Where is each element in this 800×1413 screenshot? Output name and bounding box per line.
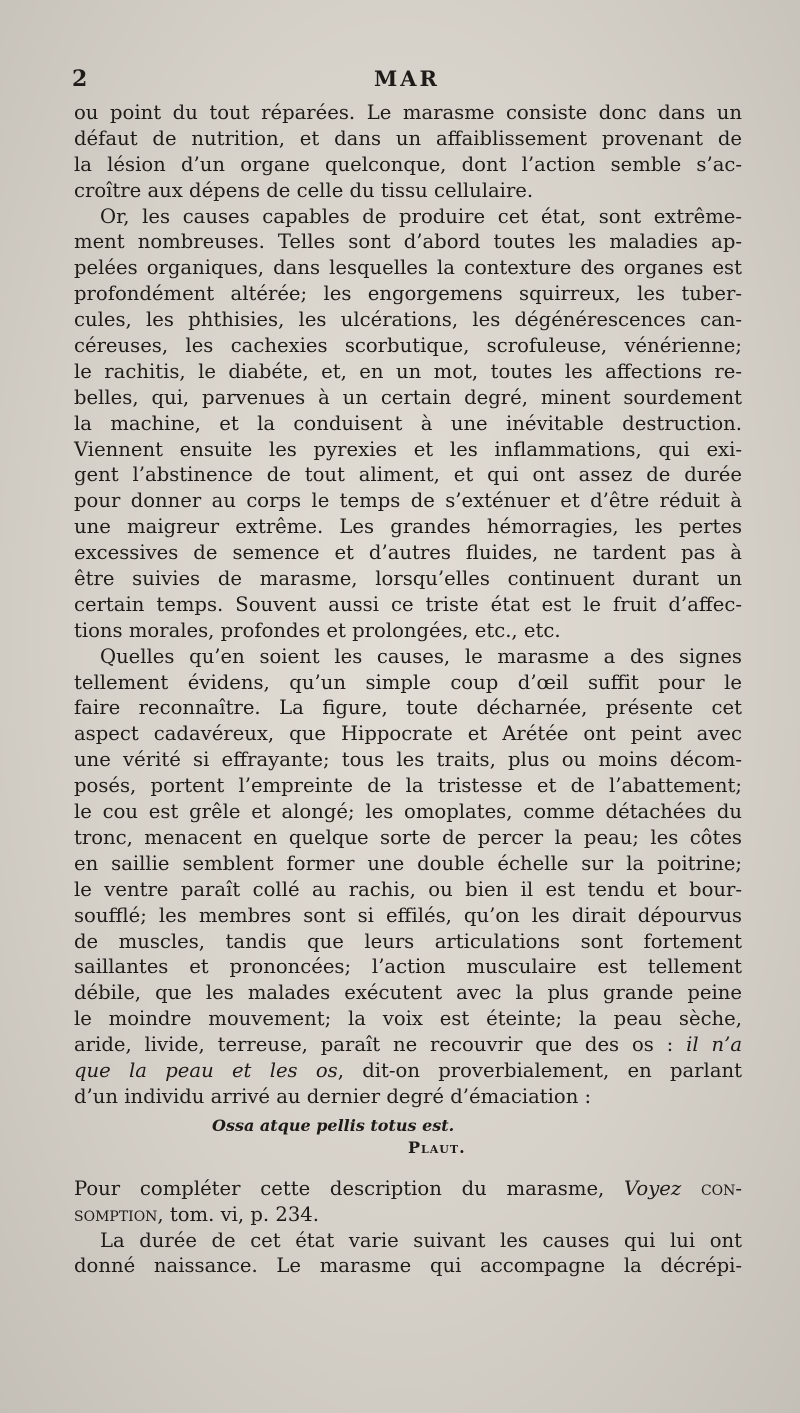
text-line: croître aux dépens de celle du tissu cellulaire. xyxy=(74,178,534,202)
text-line: profondément altérée; les engorgemens squirreux, les tuber- xyxy=(74,282,742,306)
text-line: tellement évidens, qu’un simple coup d’œil suffit pour le xyxy=(74,670,742,694)
text-line: saillantes et prononcées; l’action musculaire est tellement xyxy=(74,955,742,979)
text-line: Or, les causes capables de produire cet état, sont extrême- xyxy=(100,204,742,228)
text-line xyxy=(74,1176,742,1202)
page-header xyxy=(72,66,742,96)
text-line: donné naissance. Le marasme qui accompagne la décrépi- xyxy=(74,1254,742,1278)
paragraph-4 xyxy=(74,1176,742,1228)
text-line: ou point du tout réparées. Le marasme consiste donc dans un xyxy=(74,101,742,124)
paragraph-2 xyxy=(74,204,742,644)
text-line: posés, portent l’empreinte de la tristesse et de l’abattement; xyxy=(74,774,742,798)
italic-span: il n’a xyxy=(686,1033,742,1057)
text-span: , tom. vi, p. 234. xyxy=(157,1202,320,1226)
text-span: Pour compléter cette description du marasme, xyxy=(74,1176,605,1200)
text-line: tions morales, profondes et prolongées, etc., etc. xyxy=(74,618,561,642)
text-line: tronc, menacent en quelque sorte de percer la peau; les côtes xyxy=(74,825,742,849)
text-line xyxy=(74,1202,742,1228)
epigraph xyxy=(74,1116,742,1166)
text-line: aspect cadavéreux, que Hippocrate et Arétée ont peint avec xyxy=(74,722,742,746)
paragraph-1 xyxy=(74,100,742,204)
text-line: céreuses, les cachexies scorbutique, scrofuleuse, vénérienne; xyxy=(74,334,742,358)
text-line xyxy=(74,1058,742,1084)
text-line: une maigreur extrême. Les grandes hémorragies, les pertes xyxy=(74,515,742,539)
text-line xyxy=(74,1032,742,1058)
text-line: en saillie semblent former une double échelle sur la poitrine; xyxy=(74,851,742,875)
text-line: une vérité si effrayante; tous les traits, plus ou moins décom- xyxy=(74,748,742,772)
text-line: faire reconnaître. La figure, toute décharnée, présente cet xyxy=(74,696,742,720)
text-line: Viennent ensuite les pyrexies et les inflammations, qui exi- xyxy=(74,437,742,461)
text-line: la machine, et la conduisent à une inévitable destruction. xyxy=(74,411,742,435)
text-line: Quelles qu’en soient les causes, le marasme a des signes xyxy=(100,644,742,668)
text-line: le rachitis, le diabéte, et, en un mot, toutes les affections re- xyxy=(74,359,742,383)
text-line: le cou est grêle et alongé; les omoplates, comme détachées du xyxy=(74,800,742,824)
text-line: être suivies de marasme, lorsqu’elles continuent durant un xyxy=(74,567,742,591)
paragraph-5 xyxy=(74,1228,742,1280)
text-line: gent l’abstinence de tout aliment, et qui ont assez de durée xyxy=(74,463,742,487)
italic-span: que la peau et les os xyxy=(74,1058,338,1082)
text-line: défaut de nutrition, et dans un affaiblissement provenant de xyxy=(74,126,742,150)
epigraph-author: Plaut. xyxy=(408,1137,466,1157)
text-span: , dit-on proverbialement, en parlant xyxy=(337,1058,742,1082)
page-body xyxy=(74,100,742,1279)
text-line: pelées organiques, dans lesquelles la contexture des organes est xyxy=(74,256,742,280)
text-line: le moindre mouvement; la voix est éteinte; la peau sèche, xyxy=(74,1007,742,1031)
text-line: pour donner au corps le temps de s’exténuer et d’être réduit à xyxy=(74,489,742,513)
text-line: le ventre paraît collé au rachis, ou bien il est tendu et bour- xyxy=(74,877,742,901)
text-line: La durée de cet état varie suivant les causes qui lui ont xyxy=(100,1228,742,1252)
text-line: la lésion d’un organe quelconque, dont l’action semble s’ac- xyxy=(74,152,742,176)
epigraph-quote: Ossa atque pellis totus est. xyxy=(212,1115,455,1135)
text-span: aride, livide, terreuse, paraît ne recouvrir que des os : xyxy=(74,1033,674,1057)
cross-reference: con- xyxy=(700,1176,743,1200)
text-line: belles, qui, parvenues à un certain degré, minent sourdement xyxy=(74,385,742,409)
page-number: 2 xyxy=(72,66,88,92)
italic-span: Voyez xyxy=(624,1176,682,1200)
text-line: soufflé; les membres sont si effilés, qu’on les dirait dépourvus xyxy=(74,903,742,927)
text-line: cules, les phthisies, les ulcérations, les dégénérescences can- xyxy=(74,308,742,332)
text-line: certain temps. Souvent aussi ce triste état est le fruit d’affec- xyxy=(74,592,742,616)
text-line: excessives de semence et d’autres fluides, ne tardent pas à xyxy=(74,541,742,565)
running-head: MAR xyxy=(374,66,440,91)
text-line: débile, que les malades exécutent avec la plus grande peine xyxy=(74,981,742,1005)
paragraph-3 xyxy=(74,644,742,1110)
text-line: ment nombreuses. Telles sont d’abord toutes les maladies ap- xyxy=(74,230,742,254)
text-line: d’un individu arrivé au dernier degré d’émaciation : xyxy=(74,1084,592,1108)
cross-reference: somption xyxy=(74,1202,158,1226)
text-line: de muscles, tandis que leurs articulations sont fortement xyxy=(74,929,742,953)
